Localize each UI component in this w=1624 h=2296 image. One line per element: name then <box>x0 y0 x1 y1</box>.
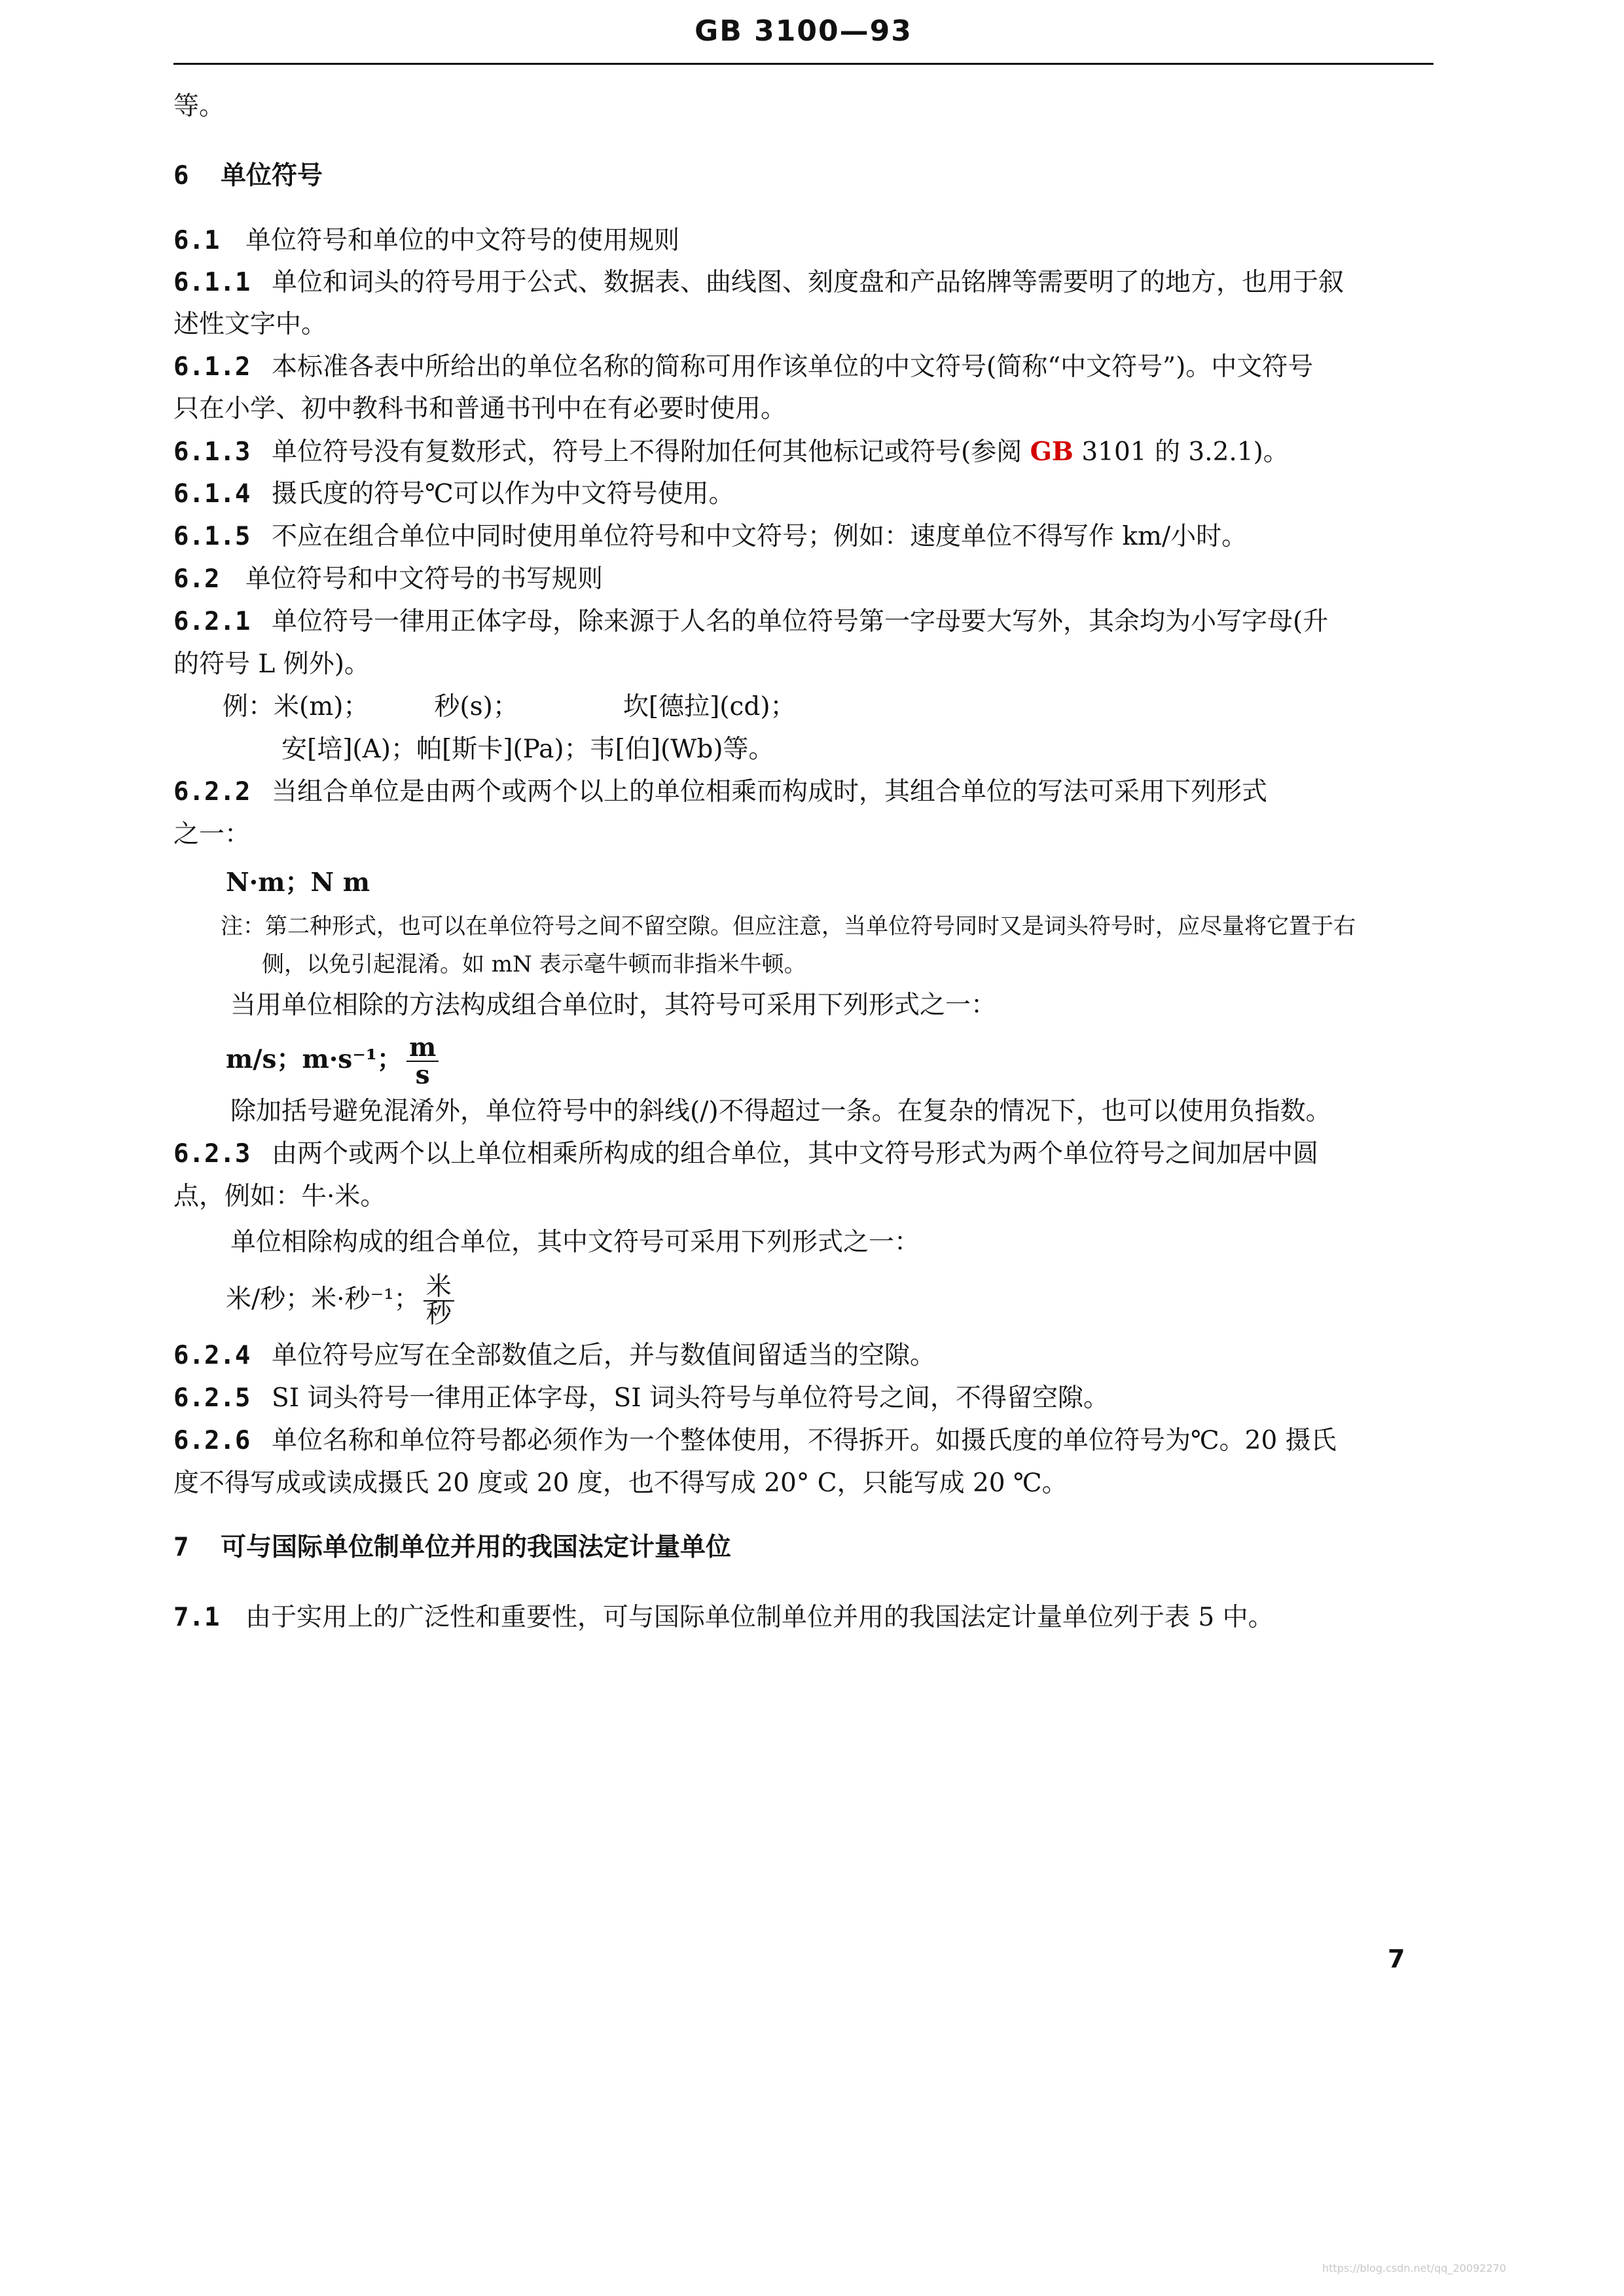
example-meter: 例：米(m)； <box>223 692 369 721</box>
clause-number: 6.2.6 <box>173 1426 251 1455</box>
division-intro: 当用单位相除的方法构成组合单位时，其符号可采用下列形式之一： <box>230 991 997 1020</box>
clause-text: 单位符号没有复数形式，符号上不得附加任何其他标记或符号(参阅 <box>272 437 1022 467</box>
gb-reference-link[interactable]: GB <box>1030 437 1074 467</box>
clause-number: 6.2.5 <box>173 1383 251 1413</box>
clause-6-2-5 <box>173 1380 1109 1417</box>
clause-6-1-1-cont: 述性文字中。 <box>173 310 327 339</box>
section-number: 6 <box>173 161 189 191</box>
cn-division-form <box>226 1273 454 1328</box>
product-form: N·m；N m <box>226 867 370 898</box>
example-candela: 坎[德拉](cd)； <box>623 692 796 721</box>
clause-6-1-5 <box>173 519 1247 555</box>
watermark: https://blog.csdn.net/qq_20092270 <box>1322 2262 1506 2274</box>
clause-6-1-2-cont: 只在小学、初中教科书和普通书刊中在有必要时使用。 <box>173 394 787 424</box>
clause-6-2-2-cont: 之一： <box>173 820 251 849</box>
fraction-denominator: s <box>415 1060 430 1090</box>
clause-number: 6.1.2 <box>173 352 251 382</box>
division-form <box>226 1033 439 1088</box>
clause-text: 当组合单位是由两个或两个以上的单位相乘而构成时，其组合单位的写法可采用下列形式 <box>272 777 1268 807</box>
clause-number: 6.2.4 <box>173 1341 251 1370</box>
clause-number: 6.2 <box>173 564 220 594</box>
continuation-line: 等。 <box>173 92 225 121</box>
clause-number: 7.1 <box>173 1603 220 1632</box>
fraction-mi-over-miao <box>424 1274 454 1328</box>
clause-text: SI 词头符号一律用正体字母，SI 词头符号与单位符号之间，不得留空隙。 <box>272 1383 1110 1413</box>
clause-text: 由两个或两个以上单位相乘所构成的组合单位，其中文符号形式为两个单位符号之间加居中圆 <box>272 1139 1319 1169</box>
clause-6-2-1-cont: 的符号 L 例外)。 <box>173 649 370 679</box>
clause-6-1-2 <box>173 349 1313 386</box>
section-title: 单位符号 <box>221 160 323 191</box>
clause-6-1 <box>173 223 679 259</box>
clause-6-2-2 <box>173 774 1267 811</box>
clause-6-2-3 <box>173 1136 1318 1173</box>
clause-number: 6.1.4 <box>173 479 251 509</box>
clause-6-2-3-cont: 点，例如：牛·米。 <box>173 1182 386 1211</box>
division-form-text: m/s；m·s⁻¹； <box>226 1044 403 1074</box>
clause-text: 由于实用上的广泛性和重要性，可与国际单位制单位并用的我国法定计量单位列于表 5 中。 <box>245 1603 1274 1632</box>
clause-text-end: 3101 的 3.2.1)。 <box>1081 437 1289 467</box>
clause-6-2-6 <box>173 1423 1337 1459</box>
clause-number: 6.1.1 <box>173 268 251 297</box>
section-number: 7 <box>173 1533 189 1562</box>
example-line-1 <box>223 689 796 725</box>
clause-6-2-4 <box>173 1338 935 1374</box>
clause-text: 单位符号应写在全部数值之后，并与数值间留适当的空隙。 <box>272 1341 936 1370</box>
clause-number: 6.2.3 <box>173 1139 251 1169</box>
slash-rule: 除加括号避免混淆外，单位符号中的斜线(/)不得超过一条。在复杂的情况下，也可以使用负指数。 <box>230 1097 1331 1126</box>
clause-number: 6.1.5 <box>173 522 251 551</box>
clause-text: 单位和词头的符号用于公式、数据表、曲线图、刻度盘和产品铭牌等需要明了的地方，也用于叙 <box>272 268 1344 297</box>
page-number: 7 <box>1388 1944 1405 1973</box>
clause-6-1-3 <box>173 433 1289 471</box>
clause-6-1-1 <box>173 264 1344 301</box>
clause-6-2-6-cont: 度不得写成或读成摄氏 20 度或 20 度，也不得写成 20° C，只能写成 20 ℃。 <box>173 1468 1068 1498</box>
clause-6-2 <box>173 561 603 598</box>
fraction-numerator: 米 <box>424 1274 454 1302</box>
clause-6-2-1 <box>173 604 1328 640</box>
fraction-numerator: m <box>406 1034 439 1062</box>
clause-text: 单位名称和单位符号都必须作为一个整体使用，不得拆开。如摄氏度的单位符号为℃。20 摄氏 <box>272 1426 1337 1455</box>
example-line-2: 安[培](A)；帕[斯卡](Pa)；韦[伯](Wb)等。 <box>281 735 774 764</box>
page-header-title: GB 3100—93 <box>695 14 912 48</box>
section-7-heading <box>173 1529 731 1566</box>
clause-text: 本标准各表中所给出的单位名称的简称可用作该单位的中文符号(简称“中文符号”)。中文符号 <box>272 352 1314 382</box>
example-second: 秒(s)； <box>434 692 518 721</box>
cn-division-form-text: 米/秒；米·秒⁻¹； <box>226 1285 420 1314</box>
clause-7-1 <box>173 1599 1274 1636</box>
note-line-1: 注：第二种形式，也可以在单位符号之间不留空隙。但应注意，当单位符号同时又是词头符号时，应尽量将它置于右 <box>221 913 1356 939</box>
clause-text: 单位符号一律用正体字母，除来源于人名的单位符号第一字母要大写外，其余均为小写字母(升 <box>272 607 1329 636</box>
cn-division-intro: 单位相除构成的组合单位，其中文符号可采用下列形式之一： <box>230 1228 920 1257</box>
section-6-heading <box>173 157 323 194</box>
clause-6-1-4 <box>173 476 734 513</box>
header-rule <box>173 63 1434 65</box>
clause-number: 6.2.2 <box>173 777 251 807</box>
note-line-2: 侧，以免引起混淆。如 mN 表示毫牛顿而非指米牛顿。 <box>262 951 806 977</box>
clause-text: 不应在组合单位中同时使用单位符号和中文符号；例如：速度单位不得写作 km/小时。 <box>272 522 1248 551</box>
clause-text: 摄氏度的符号℃可以作为中文符号使用。 <box>272 479 734 509</box>
clause-number: 6.1.3 <box>173 437 251 467</box>
clause-number: 6.2.1 <box>173 607 251 636</box>
fraction-m-over-s <box>406 1034 439 1088</box>
clause-text: 单位符号和单位的中文符号的使用规则 <box>245 226 680 255</box>
section-title: 可与国际单位制单位并用的我国法定计量单位 <box>221 1532 732 1562</box>
clause-text: 单位符号和中文符号的书写规则 <box>245 564 604 594</box>
clause-number: 6.1 <box>173 226 220 255</box>
fraction-denominator: 秒 <box>425 1300 452 1329</box>
